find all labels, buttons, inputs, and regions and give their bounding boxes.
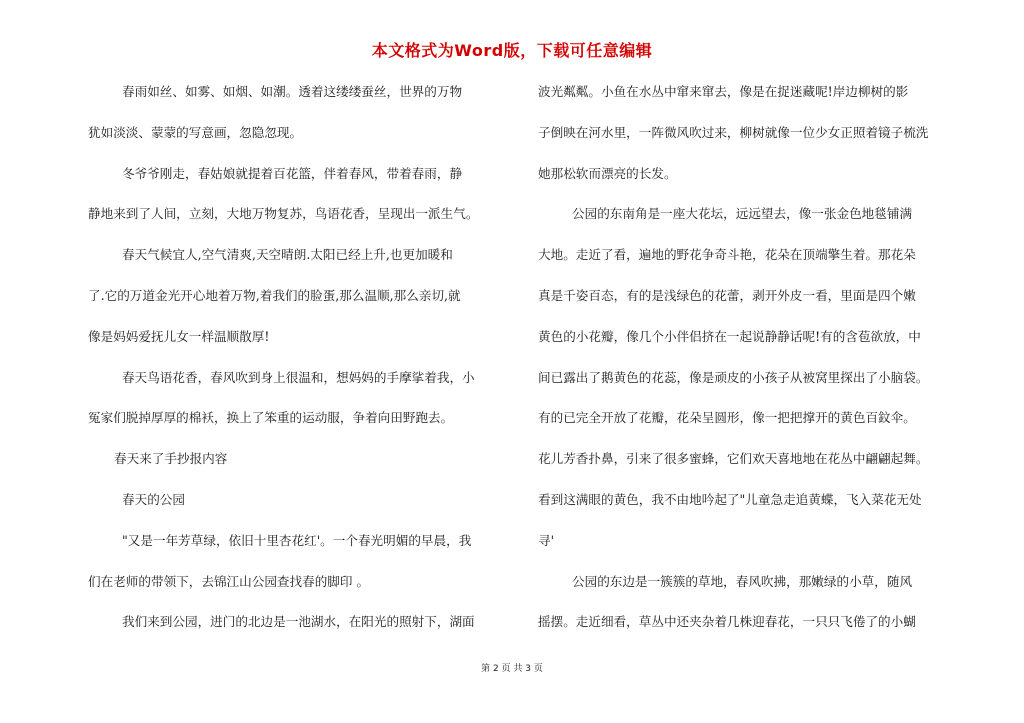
paragraph-line: 我们来到公园，进门的北边是一池湖水，在阳光的照射下，湖面 (122, 614, 475, 630)
paragraph-line: 静地来到了人间，立刻，大地万物复苏，鸟语花香，呈现出一派生气。 (88, 206, 479, 222)
paragraph-line: 犹如淡淡、蒙蒙的写意画，忽隐忽现。 (88, 124, 303, 140)
paragraph-line: 春天气候宜人,空气清爽,天空晴朗.太阳已经上升,也更加暖和 (122, 247, 453, 263)
paragraph-line: 大地。走近了看，遍地的野花争奇斗艳，花朵在顶端擎生着。那花朵 (538, 247, 916, 263)
page-number-footer: 第 2 页 共 3 页 (481, 664, 543, 674)
paragraph-line: 冬爷爷刚走，春姑娘就提着百花篮，伴着春风，带着春雨，静 (122, 165, 463, 181)
paragraph-line: 看到这满眼的黄色，我不由地吟起了"儿童急走追黄蝶，飞入菜花无处 (538, 491, 922, 507)
paragraph-line: 公园的东边是一簇簇的草地，春风吹拂，那嫩绿的小草，随风 (572, 573, 913, 589)
paragraph-line: 间已露出了鹅黄色的花蕊，像是顽皮的小孩子从被窝里探出了小脑袋。 (538, 369, 929, 385)
paragraph-line: 春雨如丝、如雾、如烟、如潮。透着这缕缕蚕丝，世界的万物 (122, 84, 463, 99)
paragraph-line: "又是一年芳草绿，依旧十里杏花红'。一个春光明媚的早晨，我 (122, 532, 472, 548)
paragraph-line: 摇摆。走近细看，草丛中还夹杂着几株迎春花，一只只飞倦了的小蝴 (538, 614, 916, 630)
paragraph-line: 子倒映在河水里，一阵微风吹过来，柳树就像一位少女正照着镜子梳洗 (538, 124, 929, 140)
paragraph-line: 冤家们脱掉厚厚的棉袄，换上了笨重的运动服，争着向田野跑去。 (88, 410, 454, 426)
right-text-column (538, 80, 972, 651)
paragraph-line: 真是千姿百态，有的是浅绿色的花蕾，剥开外皮一看，里面是四个嫩 (538, 287, 916, 303)
paragraph-line: 公园的东南角是一座大花坛，远远望去，像一张金色地毯铺满 (572, 206, 913, 222)
paragraph-line: 黄色的小花瓣，像几个小伴侣挤在一起说静静话呢!有的含苞欲放，中 (538, 328, 921, 344)
paragraph-line: 春天鸟语花香，春风吹到身上很温和，想妈妈的手摩挲着我，小 (122, 369, 475, 385)
paragraph-line: 她那松软而漂亮的长发。 (538, 165, 677, 181)
paragraph-line: 像是妈妈爱抚儿女一样温顺散厚! (88, 328, 270, 344)
paragraph-line: 寻' (538, 532, 555, 548)
paragraph-line: 波光粼粼。小鱼在水丛中窜来窜去，像是在捉迷藏呢!岸边柳树的影 (538, 84, 909, 99)
document-header-title: 本文格式为Word版，下载可任意编辑 (371, 41, 653, 60)
section-subheading: 春天的公园 (122, 491, 185, 507)
paragraph-line: 了.它的万道金光开心地着万物,着我们的脸蛋,那么温顺,那么亲切,就 (88, 287, 461, 303)
paragraph-line: 们在老师的带领下，去锦江山公园查找春的脚印 。 (88, 573, 370, 589)
section-heading: 春天来了手抄报内容 (114, 451, 228, 467)
paragraph-line: 有的已完全开放了花瓣，花朵呈圆形，像一把把撑开的黄色百鈫伞。 (538, 410, 916, 426)
paragraph-line: 花儿芳香扑鼻，引来了很多蜜蜂，它们欢天喜地地在花丛中翩翩起舞。 (538, 451, 929, 467)
left-text-column (88, 80, 506, 651)
